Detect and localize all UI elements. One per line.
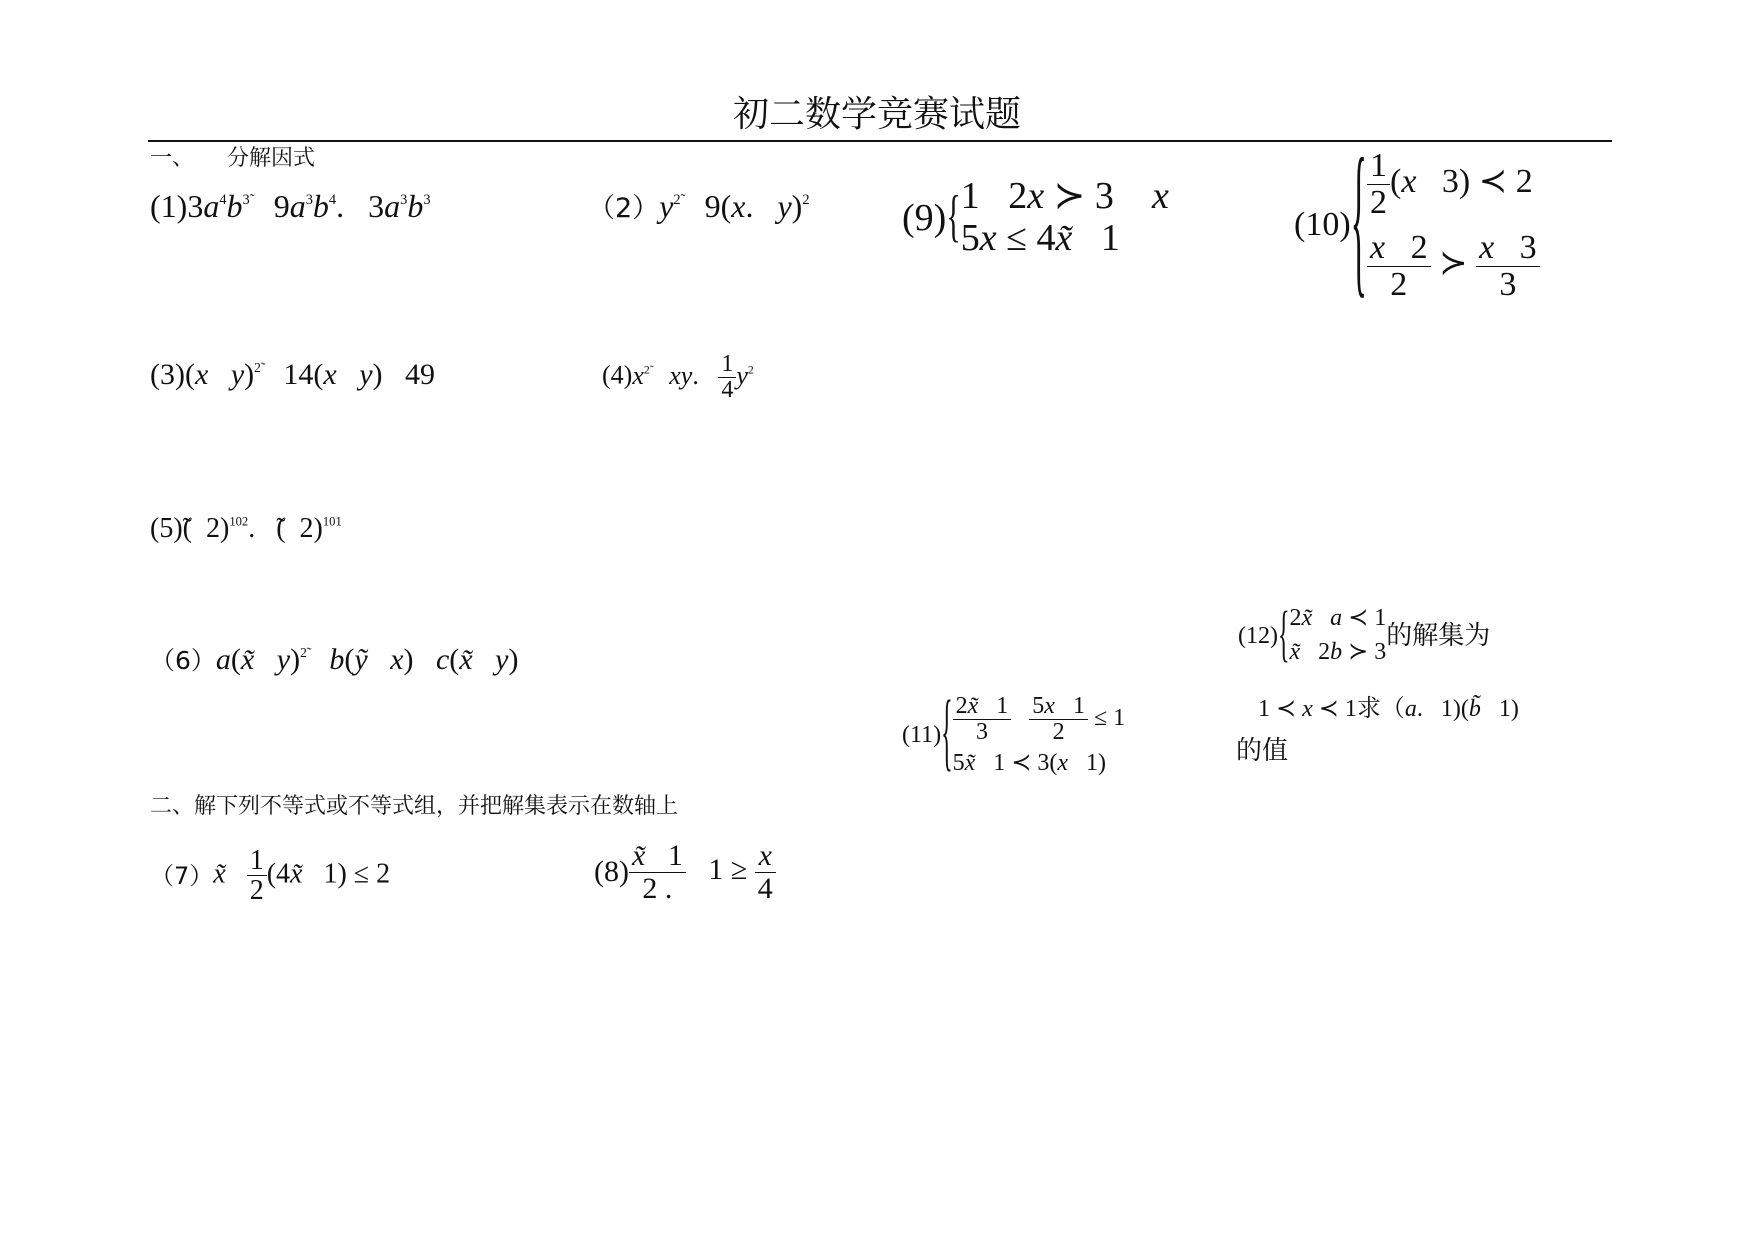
problem-12-row-2: x̃ 2b ≻ 3 <box>1289 638 1387 665</box>
title-underline <box>148 140 1612 142</box>
left-brace-icon: { <box>941 687 953 782</box>
problem-6 <box>150 645 518 675</box>
problem-10-row-2: $\frac{x 2}{2}$ ≻ $\frac{x 3}{3}$ <box>1367 230 1540 302</box>
problem-6-expression: a(x̃ y)$^{2̃}$ b(ỹ x) c(x̃ y) <box>215 643 519 676</box>
section-1-heading: 一、 分解因式 <box>150 146 316 171</box>
problem-7-label: （7） <box>150 861 214 890</box>
problem-10 <box>1294 130 1540 316</box>
problem-2 <box>588 190 810 222</box>
problem-1 <box>150 190 431 222</box>
problem-9-row-2: 5x ≤ 4x̃ 1 <box>960 216 1120 259</box>
problem-12-label: (12) <box>1238 622 1278 649</box>
problem-9-row-1: 1 2x ≻ 3 x <box>960 175 1169 217</box>
problem-12-text-2: 求（ <box>1356 694 1405 722</box>
problem-7 <box>150 846 390 906</box>
problem-9-label: (9) <box>902 196 947 239</box>
problem-10-row-1: $\frac{1}{2}$ (x 3) ≺ 2 <box>1367 148 1540 220</box>
section-2-heading: 二、解下列不等式或不等式组，并把解集表示在数轴上 <box>150 794 679 819</box>
problem-10-system <box>1294 130 1540 316</box>
problem-12-line-2: 1 ≺ x ≺ 1求（a. 1)(b̃ 1) <box>1258 694 1519 722</box>
problem-12-text-1: 的解集为 <box>1386 620 1491 651</box>
left-brace-icon: { <box>1350 130 1367 316</box>
problem-4-label: (4) <box>602 360 633 390</box>
problem-4-expression: $x^{2̃}$ xy. $\frac{1}{4}$ $y^2$ <box>632 351 754 404</box>
problem-5 <box>150 515 342 543</box>
problem-1-expression: $3a^4b^{3̃}$ $9a^3b^4$. $3a^3b^3$ <box>187 188 431 224</box>
problem-11 <box>902 687 1126 782</box>
problem-1-label: (1) <box>150 188 188 224</box>
problem-12-row-1: 2x̃ a ≺ 1 <box>1289 605 1387 631</box>
problem-11-label: (11) <box>902 721 942 748</box>
problem-3-expression: (x y)$^{2̃}$ 14(x y) 49 <box>184 358 436 391</box>
problem-8-expression: $\frac{x̃ 1}{2 .}$ 1 ≥ $\frac{x}{4}$ <box>629 840 776 904</box>
problem-3 <box>150 360 435 390</box>
problem-12-system <box>1238 602 1490 669</box>
left-brace-icon: { <box>946 185 961 249</box>
problem-3-label: (3) <box>150 358 185 391</box>
problem-2-expression: $y^{2̃}$ 9(x. y)$^2$ <box>659 188 810 224</box>
problem-8-label: (8) <box>594 855 629 888</box>
problem-11-row-2: 5x̃ 1 ≺ 3(x 1) <box>952 750 1107 777</box>
problem-7-expression: x̃ $\frac{1}{2}$ (4x̃ 1) ≤ 2 <box>213 845 391 907</box>
problem-12-text-3: 的值 <box>1236 736 1289 766</box>
problem-12 <box>1238 602 1490 669</box>
problem-6-label: （6） <box>150 646 216 675</box>
problem-8 <box>594 840 776 904</box>
problem-5-label: (5) <box>150 513 183 544</box>
problem-5-expression: ̃( 2)$^{102}$. ̃( 2)$^{101}$ <box>182 513 342 544</box>
left-brace-icon: { <box>1277 601 1290 670</box>
page-title: 初二数学竞赛试题 <box>732 94 1021 134</box>
problem-2-label: （2） <box>588 193 660 224</box>
problem-4 <box>602 352 754 403</box>
problem-11-row-1: $\frac{2x̃ 1}{3}$ $\frac{5x 1}{2}$ ≤ 1 <box>953 694 1125 745</box>
problem-11-system <box>902 687 1126 782</box>
problem-10-label: (10) <box>1294 206 1351 244</box>
problem-9 <box>902 176 1169 260</box>
problem-9-system <box>902 176 1169 260</box>
